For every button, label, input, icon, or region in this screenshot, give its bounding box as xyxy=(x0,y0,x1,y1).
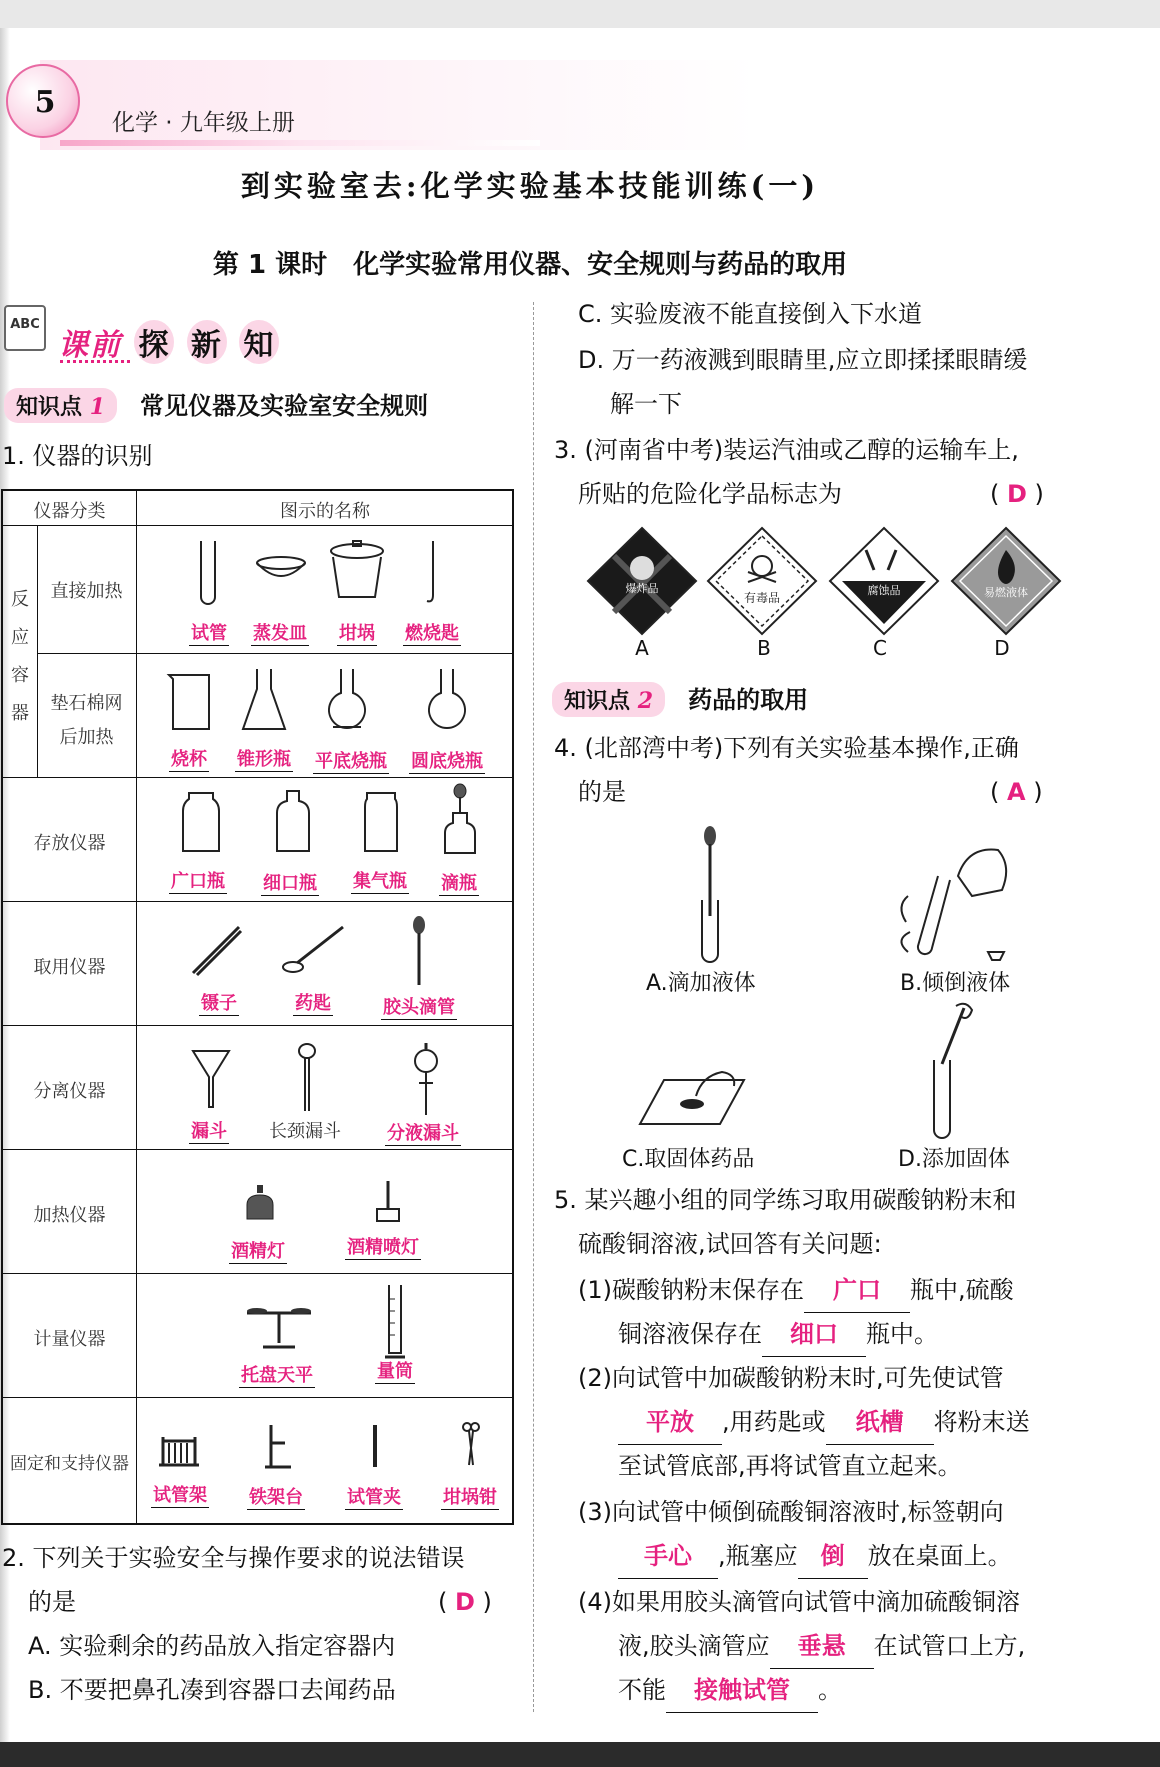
section-heading-part3: 新 xyxy=(187,320,227,364)
fig-c-label: C.取固体药品 xyxy=(622,1147,755,1172)
answer-crucible-tongs: 坩埚钳 xyxy=(441,1483,499,1510)
group-char-2: 应 xyxy=(11,627,29,648)
answer-beaker: 烧杯 xyxy=(169,745,209,772)
answer-balance: 托盘天平 xyxy=(239,1361,315,1388)
beaker-drawing xyxy=(165,671,215,733)
fig-a-label: A.滴加液体 xyxy=(646,971,756,996)
q2-answer-bracket: ( D ) xyxy=(438,1588,492,1616)
fig-c-taking-solid xyxy=(636,1060,748,1130)
group-reaction-vessels xyxy=(3,581,37,733)
q5-p1d: 瓶中。 xyxy=(866,1320,938,1348)
top-bar xyxy=(0,0,1160,28)
kp2-tag-text: 知识点 xyxy=(564,689,631,714)
flat-bottom-flask-drawing xyxy=(325,667,369,733)
q5-part3-line1: (3)向试管中倾倒硫酸铜溶液时,标签朝向 xyxy=(578,1498,1004,1526)
row-category-support: 固定和支持仪器 xyxy=(10,1454,129,1474)
q5-part2-line2 xyxy=(618,1400,1030,1445)
q3-stem-line1: 3. (河南省中考)装运汽油或乙醇的运输车上, xyxy=(554,436,1019,464)
q5-part4-line1: (4)如果用胶头滴管向试管中滴加硫酸铜溶 xyxy=(578,1588,1020,1616)
q4-stem-line2: 的是 xyxy=(578,778,626,806)
row-category-storage: 存放仪器 xyxy=(33,833,106,854)
q1-title: 1. 仪器的识别 xyxy=(2,442,153,470)
hazard-sign-flammable-liquid xyxy=(948,526,1064,636)
q5-answer-hang-vertical: 垂悬 xyxy=(770,1624,874,1669)
q5-answer-wide-mouth: 广口 xyxy=(804,1268,910,1313)
answer-dropper-bottle: 滴瓶 xyxy=(439,869,479,896)
answer-crucible: 坩埚 xyxy=(337,619,377,646)
answer-conical-flask: 锥形瓶 xyxy=(235,745,293,772)
q5-answer-upside-down: 倒 xyxy=(798,1534,868,1579)
answer-graduated-cylinder: 量筒 xyxy=(375,1357,415,1384)
sign-d-text: 易燃液体 xyxy=(984,586,1028,599)
category-line-2: 后加热 xyxy=(59,727,114,748)
answer-combustion-spoon: 燃烧匙 xyxy=(403,619,461,646)
q5-part3-line2 xyxy=(618,1534,1012,1579)
group-char-1: 反 xyxy=(11,589,29,610)
sign-c-text: 腐蚀品 xyxy=(867,584,901,597)
separatory-funnel-drawing xyxy=(411,1041,441,1119)
q5-answer-lay-flat: 平放 xyxy=(618,1400,722,1445)
dropper-bottle-drawing xyxy=(443,783,477,857)
sign-label-a: A xyxy=(635,636,649,660)
q5-p4e: 。 xyxy=(818,1676,842,1704)
test-tube-rack-drawing xyxy=(157,1429,201,1469)
kp1-number: 1 xyxy=(89,394,105,420)
kp1-title: 常见仪器及实验室安全规则 xyxy=(140,392,429,420)
q2-option-c: C. 实验废液不能直接倒入下水道 xyxy=(578,300,923,328)
q2-option-d-line2: 解一下 xyxy=(610,390,682,418)
answer-evaporating-dish: 蒸发皿 xyxy=(251,619,309,646)
section-heading xyxy=(58,320,279,364)
sign-label-c: C xyxy=(873,636,887,660)
table-header-category: 仪器分类 xyxy=(33,501,106,522)
test-tube-drawing xyxy=(193,539,223,609)
answer-test-tube-clamp: 试管夹 xyxy=(345,1483,403,1510)
section-heading-part1: 课前 xyxy=(58,328,122,363)
row-category-measurement: 计量仪器 xyxy=(33,1329,106,1350)
row-category-heating: 加热仪器 xyxy=(33,1205,106,1226)
combustion-spoon-drawing xyxy=(421,539,445,609)
bottom-bar xyxy=(0,1742,1160,1767)
q4-stem-line1: 4. (北部湾中考)下列有关实验基本操作,正确 xyxy=(554,734,1019,762)
q5-answer-paper-trough: 纸槽 xyxy=(826,1400,934,1445)
crucible-tongs-drawing xyxy=(459,1421,483,1469)
row-category-direct-heat: 直接加热 xyxy=(50,581,123,602)
q3-stem-line2: 所贴的危险化学品标志为 xyxy=(578,480,842,508)
group-char-3: 容 xyxy=(11,665,29,686)
answer-dropper: 胶头滴管 xyxy=(381,993,457,1020)
narrow-mouth-bottle-drawing xyxy=(273,789,313,855)
q5-part4-line2 xyxy=(618,1624,1025,1669)
q5-p1a: (1)碳酸钠粉末保存在 xyxy=(578,1276,804,1304)
conical-flask-drawing xyxy=(239,667,289,733)
group-char-4: 器 xyxy=(11,703,29,724)
crucible-drawing xyxy=(327,539,387,603)
kp1-tag-text: 知识点 xyxy=(16,395,83,420)
q3-answer-bracket: ( D ) xyxy=(990,480,1044,508)
q5-answer-narrow-mouth: 细口 xyxy=(762,1312,866,1357)
abc-book-icon xyxy=(4,305,46,351)
answer-alcohol-blowtorch: 酒精喷灯 xyxy=(345,1233,421,1260)
dropper-drawing xyxy=(407,915,431,989)
answer-iron-stand: 铁架台 xyxy=(247,1483,305,1510)
q3-answer: D xyxy=(1007,480,1027,508)
kp2-tag xyxy=(552,682,665,717)
table-header-names: 图示的名称 xyxy=(280,501,370,522)
q5-answer-palm: 手心 xyxy=(618,1534,718,1579)
page-number-badge xyxy=(6,64,80,138)
answer-test-tube: 试管 xyxy=(189,619,229,646)
fig-a-dropping-liquid xyxy=(682,826,742,966)
q2-stem-line2: 的是 xyxy=(28,1588,76,1616)
q2-option-d-line1: D. 万一药液溅到眼睛里,应立即揉揉眼睛缓 xyxy=(578,346,1028,374)
row-category-separation: 分离仪器 xyxy=(33,1081,106,1102)
sign-label-b: B xyxy=(757,636,771,660)
q5-p4d: 不能 xyxy=(618,1676,666,1704)
q4-answer: A xyxy=(1007,778,1026,806)
kp2-number: 2 xyxy=(637,688,653,714)
kp2-title: 药品的取用 xyxy=(688,686,809,714)
fig-b-label: B.倾倒液体 xyxy=(900,971,1011,996)
q5-part1-line2 xyxy=(618,1312,938,1357)
q5-part2-line1: (2)向试管中加碳酸钠粉末时,可先使试管 xyxy=(578,1364,1004,1392)
row-category-handling: 取用仪器 xyxy=(33,957,106,978)
lesson-title: 第 1 课时 化学实验常用仪器、安全规则与药品的取用 xyxy=(212,250,848,280)
q5-p3b: ,瓶塞应 xyxy=(718,1542,798,1570)
wide-mouth-bottle-drawing xyxy=(179,791,223,855)
q2-option-b: B. 不要把鼻孔凑到容器口去闻药品 xyxy=(28,1676,396,1704)
knowledge-point-1 xyxy=(4,386,428,423)
book-title: 化学 · 九年级上册 xyxy=(112,110,295,136)
sign-a-text: 爆炸品 xyxy=(625,582,659,595)
answer-alcohol-lamp: 酒精灯 xyxy=(229,1237,287,1264)
answer-wide-mouth-bottle: 广口瓶 xyxy=(169,867,227,894)
spatula-drawing xyxy=(281,923,347,977)
q5-p2c: 将粉末送 xyxy=(933,1408,1030,1436)
fig-b-pouring-liquid xyxy=(888,836,1018,966)
answer-round-bottom-flask: 圆底烧瓶 xyxy=(409,747,485,774)
section-dots xyxy=(60,360,130,363)
q2-stem-line1: 2. 下列关于实验安全与操作要求的说法错误 xyxy=(2,1544,465,1572)
alcohol-lamp-drawing xyxy=(239,1183,281,1223)
label-long-neck-funnel: 长颈漏斗 xyxy=(269,1121,341,1142)
abc-icon-text: ABC xyxy=(10,317,40,332)
q5-stem-line1: 5. 某兴趣小组的同学练习取用碳酸钠粉末和 xyxy=(554,1186,1017,1214)
funnel-drawing xyxy=(191,1047,231,1111)
q5-part1-line1 xyxy=(578,1268,1014,1313)
kp1-tag xyxy=(4,388,117,423)
graduated-cylinder-drawing xyxy=(383,1283,407,1363)
section-heading-part2: 探 xyxy=(134,320,174,364)
iron-stand-drawing xyxy=(261,1423,295,1471)
q5-part2-line3: 至试管底部,再将试管直立起来。 xyxy=(618,1452,962,1480)
main-title: 到实验室去:化学实验基本技能训练(一) xyxy=(240,169,820,203)
answer-gas-jar: 集气瓶 xyxy=(351,867,409,894)
answer-separatory-funnel: 分液漏斗 xyxy=(385,1119,461,1146)
answer-tweezers: 镊子 xyxy=(199,989,239,1016)
q5-p4b: 液,胶头滴管应 xyxy=(618,1632,770,1660)
q5-p1b: 瓶中,硫酸 xyxy=(910,1276,1014,1304)
answer-narrow-mouth-bottle: 细口瓶 xyxy=(261,869,319,896)
column-divider xyxy=(533,302,534,1712)
test-tube-clamp-drawing xyxy=(367,1423,383,1469)
sign-b-text: 有毒品 xyxy=(743,591,781,605)
q5-stem-line2: 硫酸铜溶液,试回答有关问题: xyxy=(578,1230,882,1258)
evaporating-dish-drawing xyxy=(253,553,309,589)
category-line-1: 垫石棉网 xyxy=(50,693,123,714)
section-heading-part4: 知 xyxy=(239,320,279,364)
q5-p2b: ,用药匙或 xyxy=(722,1408,826,1436)
hazard-sign-corrosive xyxy=(826,526,942,636)
round-bottom-flask-drawing xyxy=(425,667,469,733)
answer-test-tube-rack: 试管架 xyxy=(151,1481,209,1508)
q5-p3c: 放在桌面上。 xyxy=(867,1542,1012,1570)
row-category-asbestos-heat xyxy=(37,687,136,755)
instrument-table xyxy=(1,489,514,1525)
q5-p1c: 铜溶液保存在 xyxy=(618,1320,762,1348)
tweezers-drawing xyxy=(189,923,245,977)
answer-spatula: 药匙 xyxy=(293,989,333,1016)
q2-option-a: A. 实验剩余的药品放入指定容器内 xyxy=(28,1632,396,1660)
sign-label-d: D xyxy=(994,636,1010,660)
page-number: 5 xyxy=(34,85,56,120)
balance-drawing xyxy=(243,1303,315,1353)
q5-p4c: 在试管口上方, xyxy=(873,1632,1026,1660)
q4-answer-bracket: ( A ) xyxy=(990,778,1043,806)
fig-d-adding-solid xyxy=(920,1000,980,1140)
gas-jar-drawing xyxy=(361,791,401,855)
fig-d-label: D.添加固体 xyxy=(898,1147,1010,1172)
knowledge-point-2 xyxy=(552,680,808,717)
answer-flat-bottom-flask: 平底烧瓶 xyxy=(313,747,389,774)
q5-part4-line3 xyxy=(618,1668,842,1713)
hazard-sign-toxic xyxy=(704,526,820,636)
alcohol-blowtorch-drawing xyxy=(373,1179,403,1223)
q5-answer-touch-tube: 接触试管 xyxy=(666,1668,818,1713)
header-rule xyxy=(60,140,540,146)
q2-answer: D xyxy=(455,1588,475,1616)
hazard-sign-explosive xyxy=(584,526,700,636)
answer-funnel: 漏斗 xyxy=(189,1117,229,1144)
long-neck-funnel-drawing xyxy=(295,1043,319,1115)
